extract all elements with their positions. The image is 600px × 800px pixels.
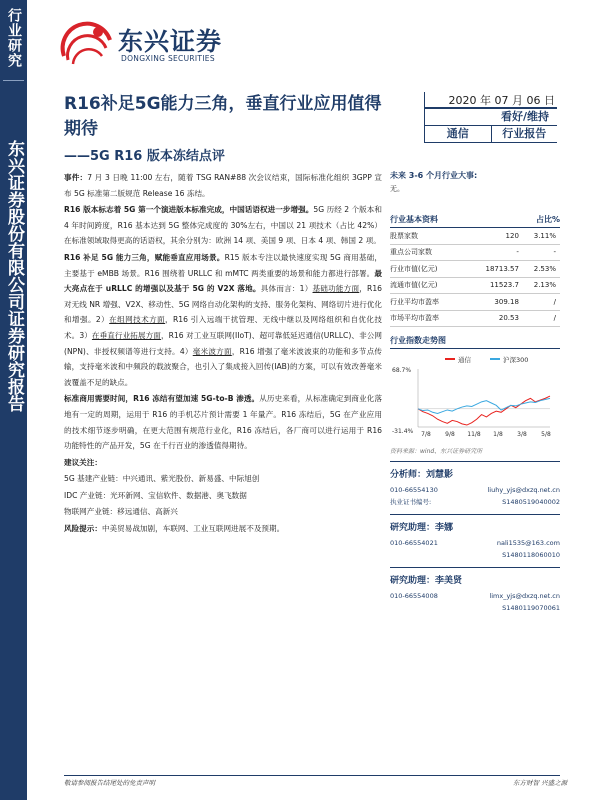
stats-row [390, 294, 560, 311]
stats-label: 重点公司家数 [390, 248, 432, 257]
index-chart [390, 351, 560, 446]
chart-source: 资料来源：wind、东兴证券研究所 [390, 448, 483, 455]
stats-value: 11523.7 [489, 281, 519, 290]
analyst-card [390, 461, 560, 508]
series-line [418, 398, 550, 413]
analyst-cert: S1480118060010 [502, 551, 560, 559]
footer-slogan: 东方财智 兴盛之源 [513, 779, 568, 787]
recommend-title: 建议关注： [64, 457, 102, 467]
commercial-paragraph: 标准商用需要时间，R16 冻结有望加速 5G-to-B 渗透。从历史来看，从标准确定到商业化落地有一定的周期，运用于 R16 的手机芯片预计需要 1 年量产。R16 冻结后，5G 在产业应用的技术细节逐步明确，在更大范围有规范行业化，R16 冻结后，各厂商可以进行运用于 R16 功能特性的产品开发，5G 在千行百业的渗透值得期待。 [64, 394, 382, 451]
analysts-block [390, 461, 560, 614]
sidebar-divider [3, 80, 24, 81]
analyst-role: 研究助理： [390, 576, 436, 586]
report-date: 2020 年 07 月 06 日 [424, 92, 557, 107]
stats-label: 市场平均市盈率 [390, 314, 439, 323]
logo-chinese-name: 东兴证券 [118, 27, 223, 56]
legend-label: 沪深300 [503, 356, 529, 364]
stats-pct: - [553, 248, 556, 257]
analyst-cert-label: 执业证书编号: [390, 498, 432, 506]
x-tick-label: 7/8 [421, 431, 431, 438]
sidebar-company-name: 东兴证券股份有限公司证券研究报告 [4, 140, 24, 412]
x-tick-label: 1/8 [493, 431, 503, 438]
stats-pct: 3.11% [533, 231, 556, 240]
rating-badge: 看好/维持 [424, 109, 557, 126]
analyst-role: 研究助理： [390, 523, 436, 533]
analyst-name: 李美贤 [435, 576, 463, 586]
x-tick-label: 3/8 [517, 431, 527, 438]
stats-label: 行业平均市盈率 [390, 297, 439, 306]
stats-value: - [516, 248, 519, 257]
stats-value: 309.18 [494, 297, 519, 306]
stats-row [390, 261, 560, 278]
stats-label: 流通市值(亿元) [390, 281, 438, 290]
x-tick-label: 11/8 [467, 431, 481, 438]
footer-disclaimer: 敬请参阅报告结尾处的免责声明 [64, 779, 155, 787]
events-value: 无。 [390, 185, 404, 193]
analyst-name: 刘慧影 [426, 470, 454, 480]
legend-label: 通信 [458, 356, 471, 364]
analyst-phone: 010-66554008 [390, 592, 438, 600]
analyst-email[interactable]: limx_yjs@dxzq.net.cn [489, 592, 560, 600]
report-title: R16补足5G能力三角，垂直行业应用值得期待 [64, 94, 382, 139]
analyst-card [390, 567, 560, 614]
industry-label: 通信 [446, 127, 469, 140]
report-type-label: 行业报告 [491, 126, 558, 142]
logo-english-name: DONGXING SECURITIES [121, 54, 215, 63]
report-category-row [424, 126, 557, 143]
stats-pct: 2.53% [533, 264, 556, 273]
capability-paragraph: R16 补足 5G 能力三角，赋能垂直应用场景。R15 版本专注以最快速度实现 5G 商用基础，主要基于 eMBB 场景。R16 围绕着 URLLC 和 mMTC 两类重要的场景和能力都进行部署。最大亮点在于 uRLLC 的增强以及基于 5G 的 V2X 落地。具体而言：1）基础功能方面，R16 对无线 NR 增强、V2X、移动性、5G 网络自动化架构的支持、服务化架构、网络切片进行优化和增强。2）在组网技术方面，R16 引入远端干扰管理、无线中继以及网络组织和自优化技术。3）在垂直行业拓展方面，R16 对工业互联网(IIoT)、超可靠低延迟通信(URLLC)、非公网(NPN)、非授权频谱等进行支持。4）毫米波方面，R16 增强了毫米波波束的功能和多节点传输，支持毫米波和中频段的载波聚合，也引入了集成接入回传(IAB)的方案，可以有效改善毫米波覆盖不足的缺点。 [64, 252, 383, 387]
stats-value: 20.53 [498, 314, 519, 323]
stats-row [390, 310, 560, 327]
x-tick-label: 5/8 [541, 431, 551, 438]
analyst-cert: S1480119070061 [502, 604, 560, 612]
footer-divider [64, 775, 560, 776]
right-column [390, 170, 560, 614]
x-tick-label: 9/8 [445, 431, 455, 438]
stats-table [390, 228, 560, 327]
y-tick-label: -31.4% [392, 428, 414, 435]
stats-value: 120 [505, 231, 519, 240]
analyst-email[interactable]: nali1535@163.com [496, 539, 560, 547]
stats-pct: / [553, 314, 556, 323]
analyst-phone: 010-66554021 [390, 539, 438, 547]
analyst-cert: S1480519040002 [502, 498, 560, 506]
recommend-item: 物联网产业链：移远通信、高新兴 [64, 507, 178, 517]
recommend-item: 5G 基建产业链：中兴通讯、紫光股份、新易盛、中际旭创 [64, 474, 260, 484]
events-title: 未来 3-6 个月行业大事: [390, 171, 478, 180]
stats-pct: / [553, 297, 556, 306]
version-paragraph: R16 版本标志着 5G 第一个演进版本标准完成，中国话语权进一步增强。5G 历经 2 个版本和 4 年时间跨度，R16 基本达到 5G 整体完成度的 30%左右，中国以 21 项技术（占比 42%）在标准领域取得更高的话语权，其余分别为：欧洲 14 项、美国 9 项、日本 4 项、韩国 2 项。 [64, 205, 382, 246]
sidebar-category: 行业研究 [6, 8, 22, 68]
company-logo-icon [58, 18, 116, 70]
report-body [64, 170, 382, 538]
y-tick-label: 68.7% [392, 367, 412, 374]
recommend-item: IDC 产业链：光环新网、宝信软件、数据港、奥飞数据 [64, 490, 247, 500]
chart-title: 行业指数走势图 [390, 335, 560, 349]
stats-pct: 2.13% [533, 281, 556, 290]
event-paragraph: 事件：7 月 3 日晚 11:00 左右，随着 TSG RAN#88 次会议结束，国际标准化组织 3GPP 宣布 5G 标准第二版规范 Release 16 冻结。 [64, 173, 382, 198]
stats-value: 18713.57 [485, 264, 519, 273]
risk-paragraph: 风险提示：中美贸易战加剧，车联网、工业互联网进展不及预期。 [64, 524, 285, 534]
stats-header: 行业基本资料 占比% [390, 214, 560, 228]
stats-label: 股票家数 [390, 231, 418, 240]
stats-label: 行业市值(亿元) [390, 264, 438, 273]
series-line [418, 396, 550, 425]
stats-row [390, 228, 560, 244]
analyst-name: 李娜 [435, 523, 454, 533]
report-meta [424, 92, 557, 143]
analyst-phone: 010-66554130 [390, 486, 438, 494]
stats-row [390, 244, 560, 261]
analyst-card [390, 514, 560, 561]
analyst-email[interactable]: liuhy_yjs@dxzq.net.cn [487, 486, 560, 494]
analyst-role: 分析师： [390, 470, 427, 480]
stats-row [390, 277, 560, 294]
report-subtitle: ——5G R16 版本冻结点评 [64, 149, 225, 164]
